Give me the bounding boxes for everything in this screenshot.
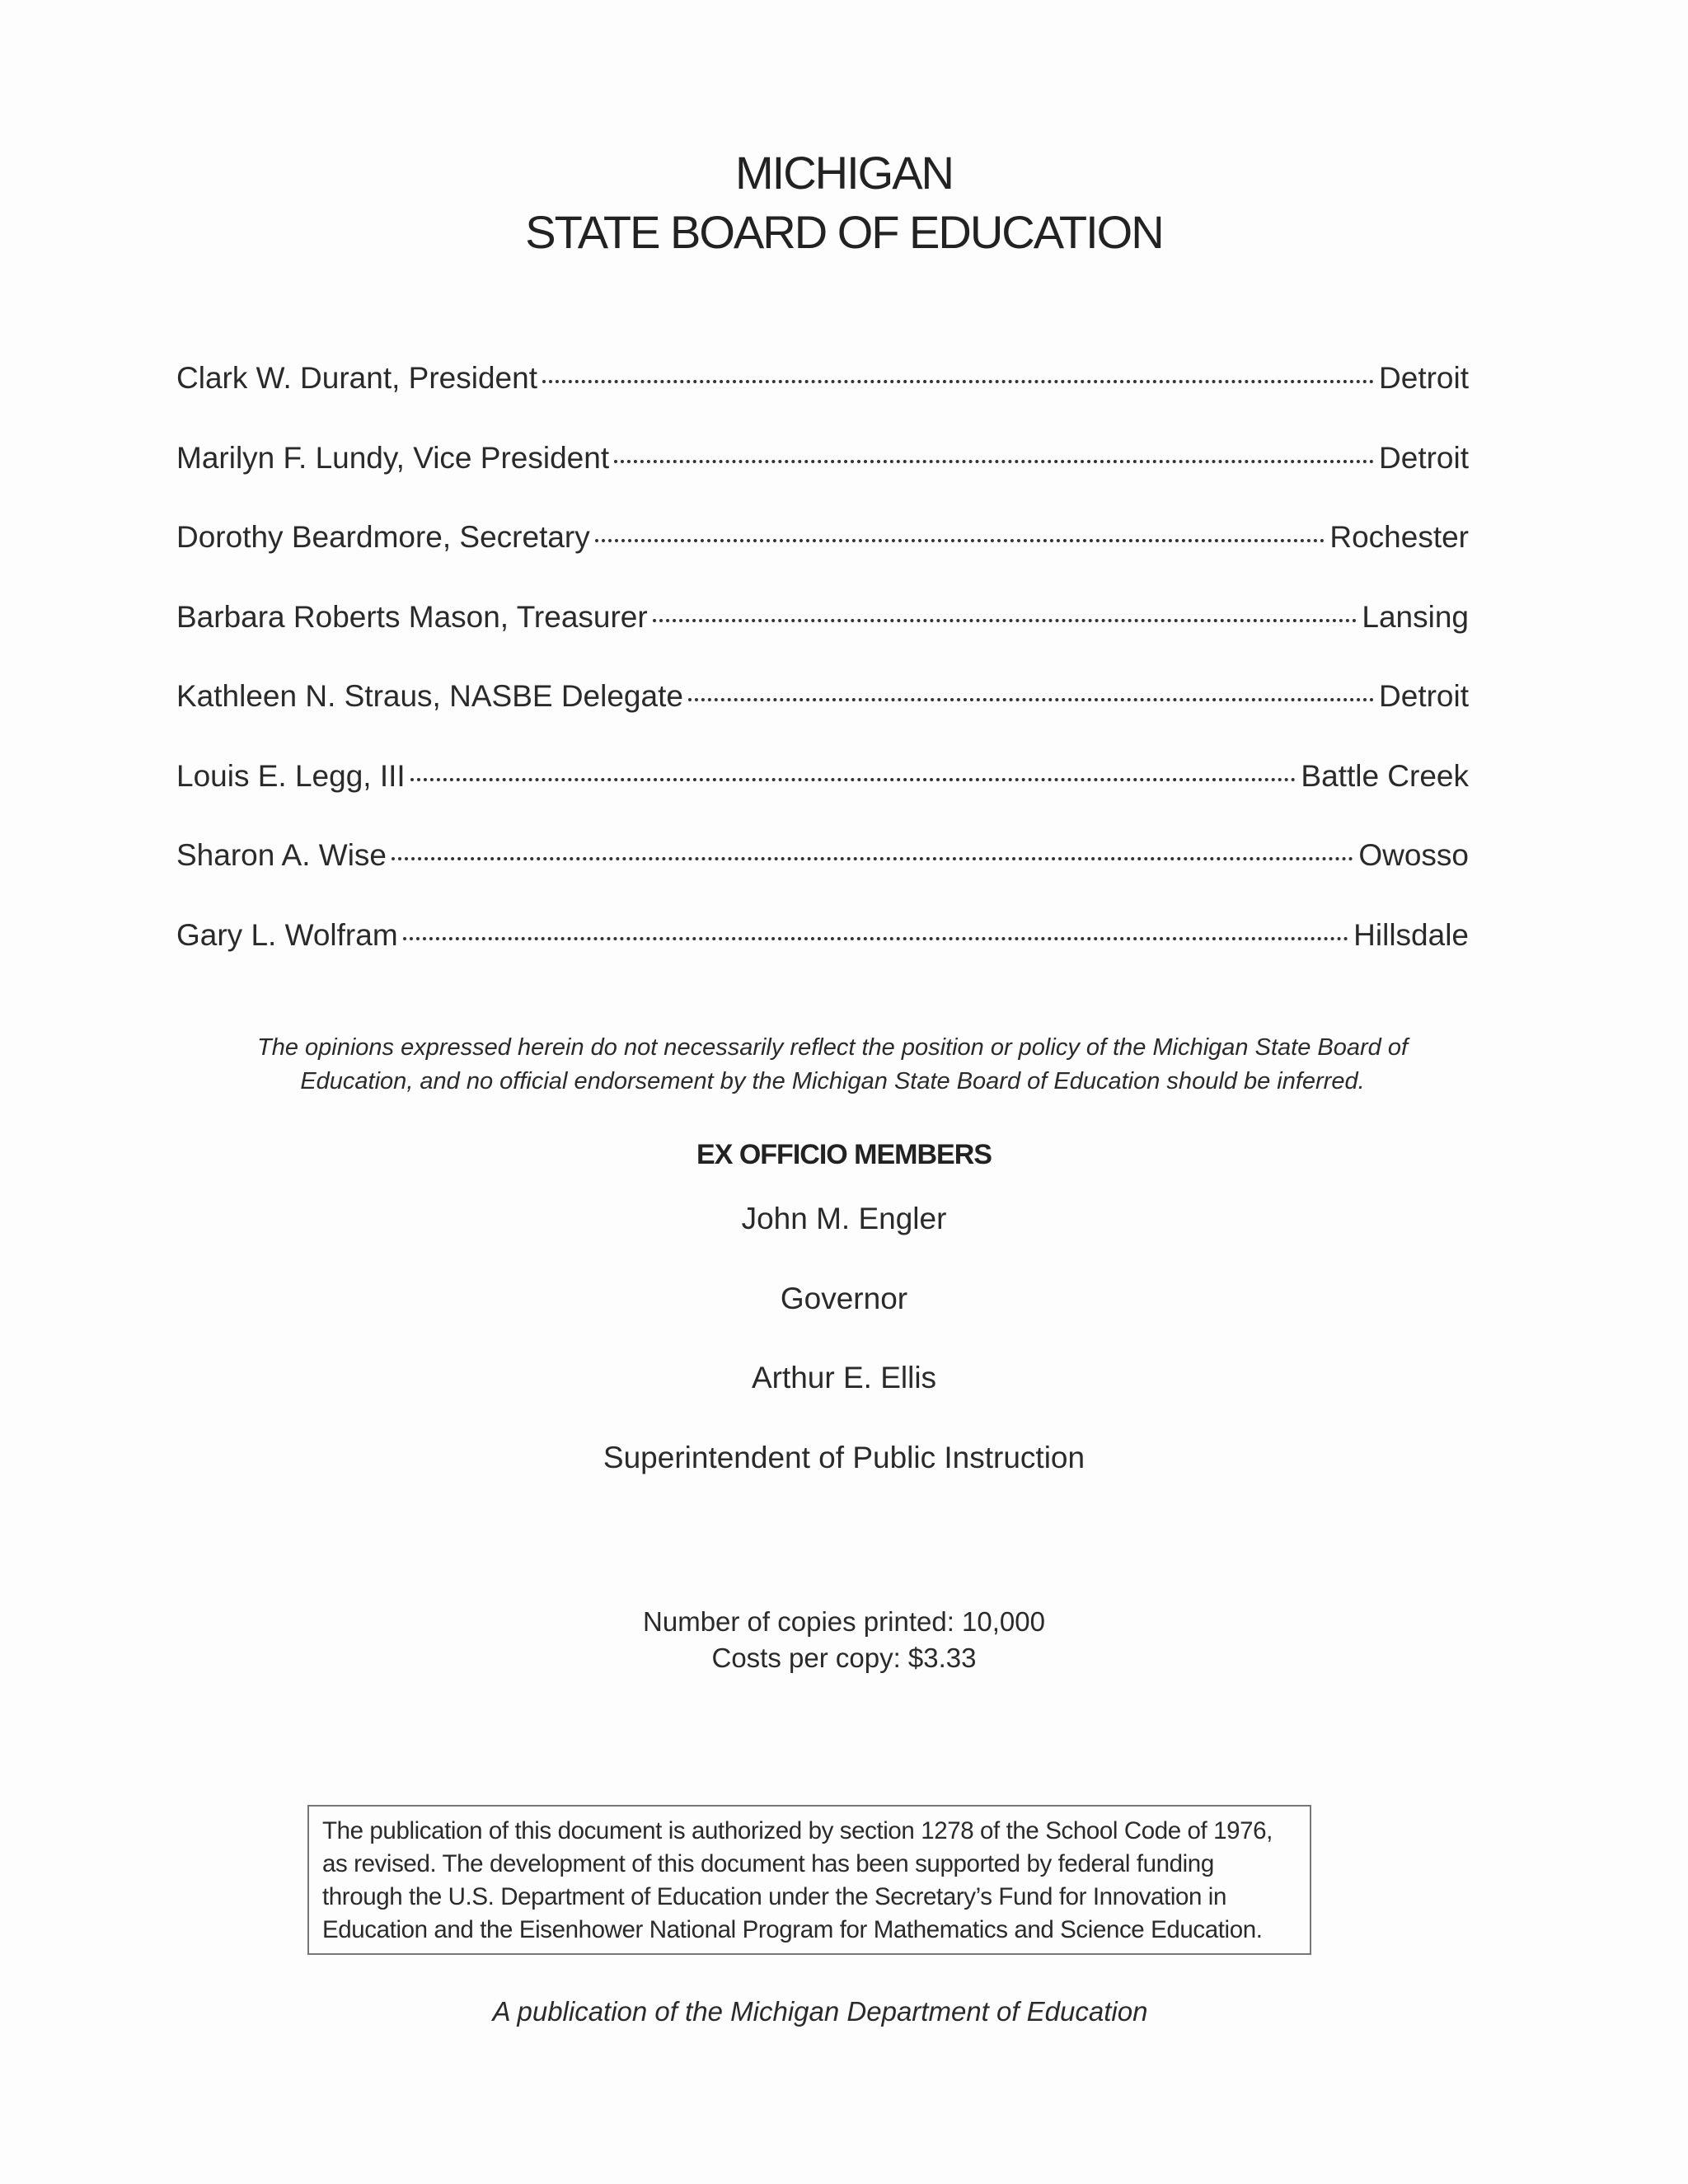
ex-officio-name-superintendent: Arthur E. Ellis bbox=[751, 1361, 937, 1394]
dot-leader bbox=[614, 460, 1374, 463]
member-name: Sharon A. Wise bbox=[176, 838, 387, 872]
member-row bbox=[176, 759, 1469, 839]
ex-officio-title-superintendent: Superintendent of Public Instruction bbox=[603, 1441, 1085, 1474]
member-row bbox=[176, 361, 1469, 441]
page-title-line-2: STATE BOARD OF EDUCATION bbox=[525, 206, 1163, 258]
member-name: Barbara Roberts Mason, Treasurer bbox=[176, 599, 648, 634]
cost-per-copy: Costs per copy: $3.33 bbox=[711, 1643, 977, 1673]
member-row bbox=[176, 600, 1469, 680]
disclaimer-text: The opinions expressed herein do not necessarily reflect the position or policy of the Michigan State Board of Education, and no official endorsement by the Michigan State Board of Education should be inferred. bbox=[256, 1034, 1409, 1094]
member-city: Owosso bbox=[1358, 838, 1469, 872]
dot-leader bbox=[688, 698, 1374, 701]
member-name: Gary L. Wolfram bbox=[176, 917, 398, 952]
member-row bbox=[176, 679, 1469, 759]
member-name: Marilyn F. Lundy, Vice President bbox=[176, 440, 610, 475]
dot-leader bbox=[653, 619, 1357, 622]
ex-officio-name-governor: John M. Engler bbox=[741, 1202, 947, 1235]
member-city: Hillsdale bbox=[1353, 917, 1469, 952]
dot-leader bbox=[542, 380, 1374, 383]
member-name: Dorothy Beardmore, Secretary bbox=[176, 520, 590, 554]
member-name: Clark W. Durant, President bbox=[176, 361, 537, 395]
member-city: Battle Creek bbox=[1301, 758, 1469, 793]
member-row bbox=[176, 441, 1469, 521]
member-city: Rochester bbox=[1329, 520, 1469, 554]
board-members-list bbox=[176, 361, 1469, 997]
member-name: Louis E. Legg, III bbox=[176, 758, 406, 793]
member-city: Detroit bbox=[1379, 679, 1469, 713]
copies-printed: Number of copies printed: 10,000 bbox=[643, 1606, 1045, 1637]
member-name: Kathleen N. Straus, NASBE Delegate bbox=[176, 679, 683, 713]
dot-leader bbox=[403, 937, 1349, 940]
member-city: Detroit bbox=[1379, 361, 1469, 395]
ex-officio-heading: EX OFFICIO MEMBERS bbox=[696, 1139, 992, 1170]
member-row bbox=[176, 520, 1469, 600]
printing-info bbox=[0, 1604, 1688, 1676]
page-title-line-1: MICHIGAN bbox=[735, 147, 953, 199]
member-row bbox=[176, 918, 1469, 998]
dot-leader bbox=[595, 539, 1325, 542]
member-city: Lansing bbox=[1362, 599, 1469, 634]
member-row bbox=[176, 838, 1469, 918]
member-city: Detroit bbox=[1379, 440, 1469, 475]
ex-officio-title-governor: Governor bbox=[780, 1282, 908, 1315]
dot-leader bbox=[392, 857, 1353, 860]
publication-footer: A publication of the Michigan Department of Education bbox=[492, 1996, 1148, 2027]
dot-leader bbox=[410, 778, 1296, 781]
authorization-notice-box: The publication of this document is authorized by section 1278 of the School Code of 1976, as revised. The development of this document has been supported by federal funding through the U.S. Department of Education under the Secretary’s Fund for Innovation in Education and the Eisenhower National Program for Mathematics and Science Education. bbox=[307, 1805, 1311, 1955]
